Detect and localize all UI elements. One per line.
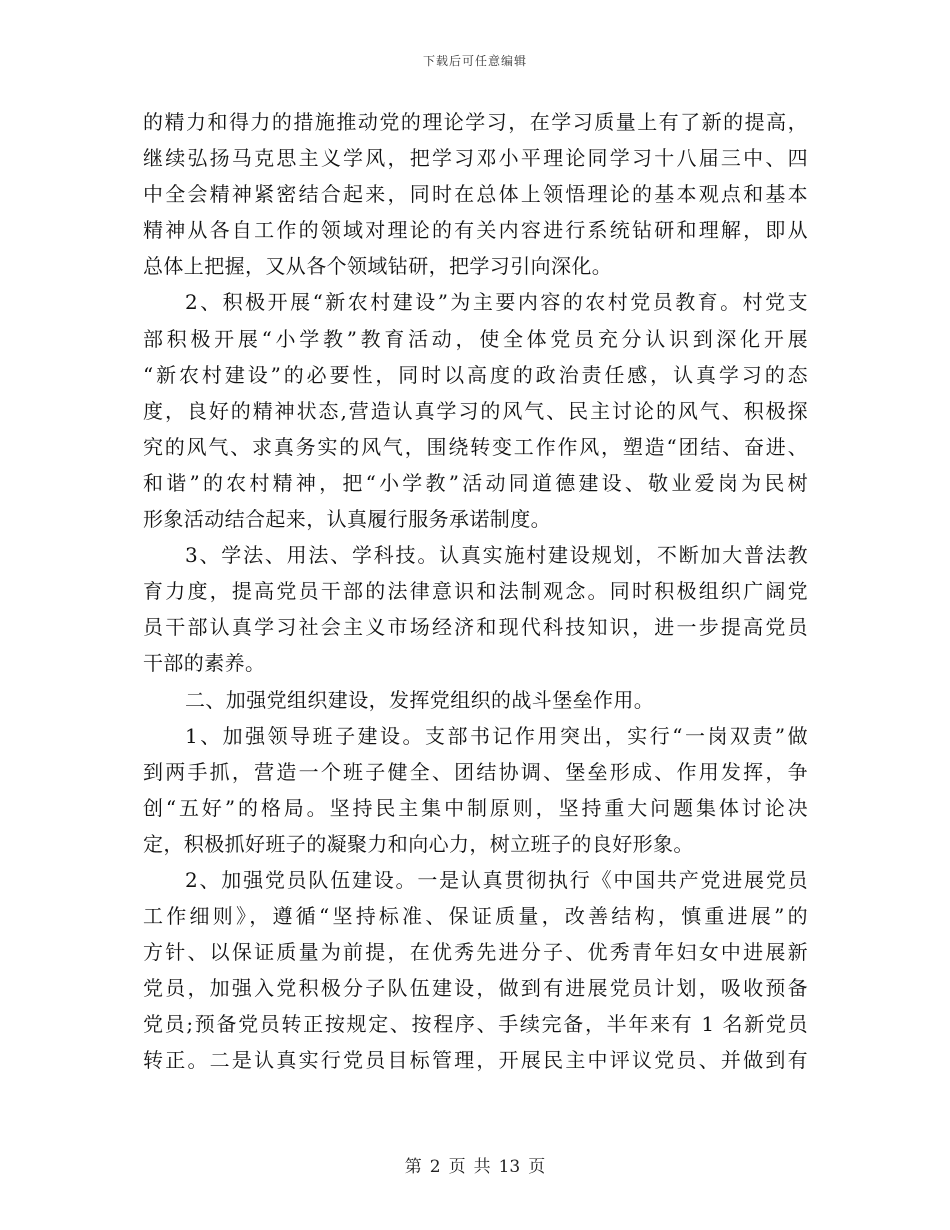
text-line: 总体上把握，又从各个领域钻研，把学习引向深化。 (143, 254, 613, 279)
text-line: 中全会精神紧密结合起来，同时在总体上领悟理论的基本观点和基本 (143, 182, 808, 207)
footer-suffix: 页 (528, 1157, 546, 1177)
footer-total-pages: 13 (498, 1157, 521, 1177)
text-line: 度，良好的精神状态,营造认真学习的风气、民主讨论的风气、积极探 (143, 398, 808, 423)
footer-page-word: 页 (448, 1157, 466, 1177)
footer-current-page: 2 (429, 1157, 441, 1177)
text-line: 到两手抓，营造一个班子健全、团结协调、堡垒形成、作用发挥，争 (143, 759, 808, 784)
footer-prefix: 第 (404, 1157, 422, 1177)
text-line: “新农村建设”的必要性，同时以高度的政治责任感，认真学习的态 (143, 362, 808, 387)
document-body (143, 104, 808, 1079)
text-line: 1、加强领导班子建设。支部书记作用突出，实行“一岗双责”做 (185, 723, 808, 748)
text-line: 3、学法、用法、学科技。认真实施村建设规划，不断加大普法教 (185, 543, 808, 568)
text-line: 部积极开展“小学教”教育活动，使全体党员充分认识到深化开展 (143, 326, 808, 351)
text-line: 创“五好”的格局。坚持民主集中制原则，坚持重大问题集体讨论决 (143, 795, 808, 820)
text-line: 干部的素养。 (143, 651, 266, 676)
text-line: 育力度，提高党员干部的法律意识和法制观念。同时积极组织广阔党 (143, 579, 808, 604)
text-line: 员干部认真学习社会主义市场经济和现代科技知识，进一步提高党员 (143, 615, 808, 640)
text-line: 二、加强党组织建设，发挥党组织的战斗堡垒作用。 (185, 687, 655, 712)
text-line: 2、加强党员队伍建设。一是认真贯彻执行《中国共产党进展党员 (185, 867, 808, 892)
text-line: 精神从各自工作的领域对理论的有关内容进行系统钻研和理解，即从 (143, 218, 808, 243)
text-line: 方针、以保证质量为前提，在优秀先进分子、优秀青年妇女中进展新 (143, 940, 808, 965)
text-line: 工作细则》，遵循“坚持标准、保证质量，改善结构，慎重进展”的 (143, 904, 808, 929)
text-line: 继续弘扬马克思主义学风，把学习邓小平理论同学习十八届三中、四 (143, 146, 808, 171)
text-line: 2、积极开展“新农村建设”为主要内容的农村党员教育。村党支 (185, 290, 808, 315)
text-line: 转正。二是认真实行党员目标管理，开展民主中评议党员、并做到有 (143, 1048, 808, 1073)
text-line: 和谐”的农村精神，把“小学教”活动同道德建设、敬业爱岗为民树 (143, 470, 808, 495)
text-line: 党员，加强入党积极分子队伍建设，做到有进展党员计划，吸收预备 (143, 976, 808, 1001)
text-line: 形象活动结合起来，认真履行服务承诺制度。 (143, 507, 551, 532)
text-line: 定，积极抓好班子的凝聚力和向心力，树立班子的良好形象。 (143, 831, 694, 856)
footer-total-word: 共 (473, 1157, 491, 1177)
page-footer (0, 1152, 950, 1177)
text-line: 党员;预备党员转正按规定、按程序、手续完备，半年来有 1 名新党员 (143, 1012, 808, 1037)
text-line: 的精力和得力的措施推动党的理论学习，在学习质量上有了新的提高， (143, 110, 808, 134)
header-note: 下载后可任意编辑 (422, 54, 527, 68)
text-line: 究的风气、求真务实的风气，围绕转变工作作风，塑造“团结、奋进、 (143, 434, 808, 459)
